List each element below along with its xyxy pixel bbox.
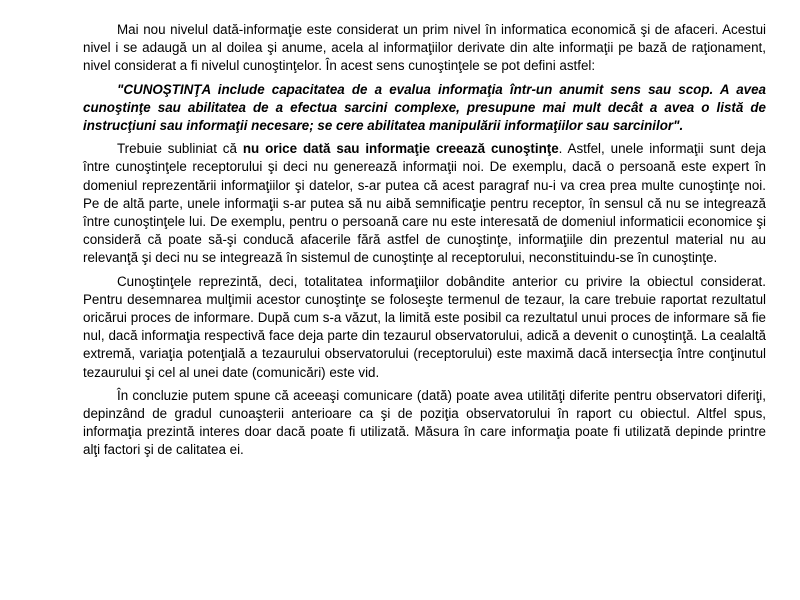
paragraph-emphasis-rest: . Astfel, unele informaţii sunt deja între cunoştinţele receptorului şi deci nu generează informaţii noi. De exemplu, dacă o persoană este expert în domeniul reprezentării informaţiilor şi datelor, s-ar putea că acest paragraf nu-i va crea prea multe cunoştinţe noi. Pe de altă parte, unele informaţii s-ar putea să nu aibă semnificaţie pentru receptor, în sensul că nu se integrează între cunoştinţele lui. De exemplu, pentru o persoană care nu este interesată de domeniul informaticii economice şi consideră că poate să-şi conducă afacerile fără astfel de cunoştinţe, informaţiile din prezentul material nu au relevanţă şi deci nu se integrează în sistemul de cunoştinţe al receptorului, neconstituindu-se în cunoştinţe. xyxy=(83,141,766,266)
paragraph-definition-quote: "CUNOŞTINŢA include capacitatea de a evalua informaţia într-un anumit sens sau scop. A avea cunoştinţe sau abilitatea de a efectua sarcini complexe, presupune mai mult decât a avea o listă de instrucţiuni sau informaţii necesare; se cere abilitatea manipulării informaţiilor sau sarcinilor". xyxy=(83,81,766,134)
paragraph-tezaur: Cunoştinţele reprezintă, deci, totalitatea informaţiilor dobândite anterior cu privire la obiectul considerat. Pentru desemnarea mulţimii acestor cunoştinţe se foloseşte termenul de tezaur, la care trebuie raportat rezultatul oricărui proces de informare. După cum s-a văzut, la limită este posibil ca rezultatul unui proces de informare să fie nul, dacă informaţia respectivă face deja parte din tezaurul observatorului, adică a devenit o cunoştinţă. La cealaltă extremă, variaţia potenţială a tezaurului observatorului (receptorului) este maximă dacă intersecţia între conţinutul tezaurului şi cel al unei date (comunicări) este vid. xyxy=(83,273,766,380)
paragraph-conclusion: În concluzie putem spune că aceeaşi comunicare (dată) poate avea utilităţi diferite pentru observatori diferiţi, depinzând de gradul cunoaşterii anterioare ca şi de poziţia observatorului în raport cu obiectul. Altfel spus, informaţia prezintă interes doar dacă poate fi utilizată. Măsura în care informaţia poate fi utilizată depinde printre alţi factori şi de calitatea ei. xyxy=(83,387,766,458)
paragraph-intro: Mai nou nivelul dată-informaţie este considerat un prim nivel în informatica economică şi de afaceri. Acestui nivel i se adaugă un al doilea şi anume, acela al informaţiilor derivate din alte informaţii pe bază de raţionament, nivel considerat a fi nivelul cunoştinţelor. În acest sens cunoştinţele se pot defini astfel: xyxy=(83,22,766,74)
paragraph-emphasis-lead: Trebuie subliniat că xyxy=(117,141,243,157)
paragraph-emphasis xyxy=(83,140,766,267)
emphasis-bold-phrase: nu orice dată sau informaţie creează cunoştinţe xyxy=(242,141,559,157)
document-body xyxy=(83,21,766,465)
